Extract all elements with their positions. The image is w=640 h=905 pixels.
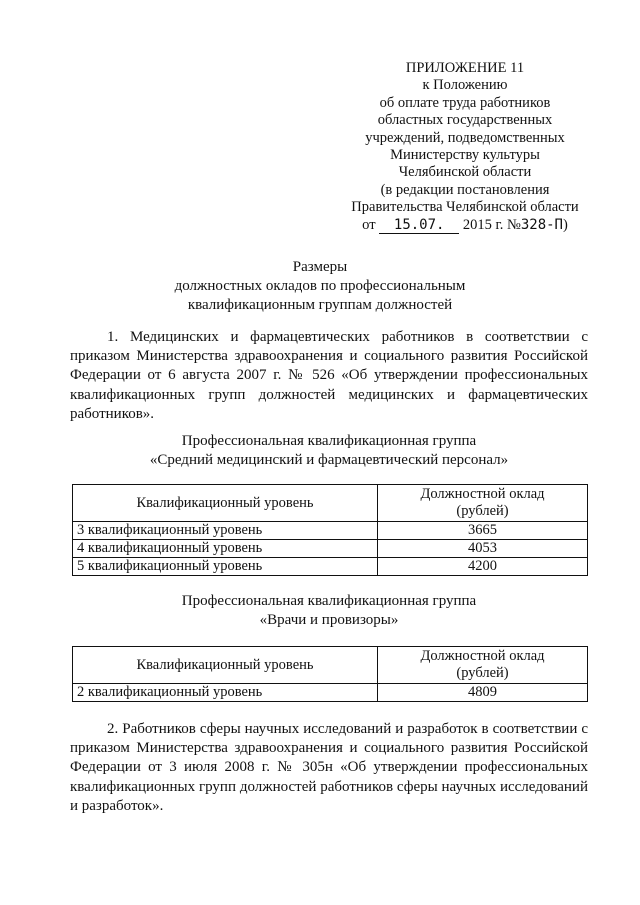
handwritten-number: 328-П	[520, 216, 563, 233]
row-level: 3 квалификационный уровень	[73, 522, 378, 540]
table-row	[73, 558, 588, 576]
row-salary: 3665	[378, 522, 588, 540]
table-row	[73, 540, 588, 558]
appendix-line: Челябинской области	[398, 164, 532, 181]
group-title-line: «Средний медицинский и фармацевтический персонал»	[149, 452, 509, 468]
appendix-line: (в редакции постановления	[380, 181, 550, 198]
document-title	[120, 258, 520, 315]
row-level: 5 квалификационный уровень	[73, 558, 378, 576]
row-level: 2 квалификационный уровень	[73, 684, 378, 702]
appendix-line: ПРИЛОЖЕНИЕ 11	[405, 60, 525, 76]
handwritten-date: 15.07.	[379, 218, 459, 234]
section-1-paragraph: 1. Медицинских и фармацевтических работников в соответствии с приказом Министерства здравоохранения и социального развития Российской Федерации от 6 августа 2007 г. № 526 «Об утверждении профессиональных квалификационных групп должностей медицинских и фармацевтических работников».	[70, 329, 588, 422]
header-level: Квалификационный уровень	[73, 647, 378, 684]
closing-paren: )	[563, 216, 568, 233]
header-salary-line1: Должностной оклад	[420, 648, 545, 664]
group-title-line: Профессиональная квалификационная группа	[181, 593, 477, 609]
table-row	[73, 684, 588, 702]
appendix-line: учреждений, подведомственных	[365, 129, 565, 146]
header-salary	[378, 485, 588, 522]
title-line: должностных окладов по профессиональным	[174, 278, 466, 294]
group-2-salary-table	[72, 646, 588, 702]
group-2-title	[70, 592, 588, 630]
section-2-paragraph: 2. Работников сферы научных исследований и разработок в соответствии с приказом Министерства здравоохранения и социального развития Российской Федерации от 3 июля 2008 г. № 305н «Об утверждении профессиональных квалификационных групп должностей работников сферы научных исследований и разработок».	[70, 721, 588, 814]
appendix-line: Правительства Челябинской области	[351, 199, 579, 216]
header-salary	[378, 647, 588, 684]
table-header-row	[73, 485, 588, 522]
group-1-title	[70, 432, 588, 470]
date-prefix: от	[362, 216, 376, 233]
row-salary: 4809	[378, 684, 588, 702]
appendix-line: областных государственных	[377, 112, 553, 129]
title-line: квалификационным группам должностей	[187, 297, 453, 313]
appendix-line: к Положению	[422, 77, 508, 94]
date-year: 2015 г. №	[462, 216, 521, 233]
table-row	[73, 522, 588, 540]
header-salary-line1: Должностной оклад	[420, 486, 545, 502]
row-level: 4 квалификационный уровень	[73, 540, 378, 558]
row-salary: 4053	[378, 540, 588, 558]
group-1-salary-table	[72, 484, 588, 576]
row-salary: 4200	[378, 558, 588, 576]
appendix-date-line	[340, 217, 590, 234]
group-title-line: «Врачи и провизоры»	[259, 612, 399, 628]
group-title-line: Профессиональная квалификационная группа	[181, 433, 477, 449]
appendix-line: об оплате труда работников	[379, 94, 551, 111]
appendix-header	[340, 60, 590, 234]
appendix-line: Министерству культуры	[390, 147, 540, 164]
table-header-row	[73, 647, 588, 684]
title-line: Размеры	[292, 259, 348, 275]
header-salary-line2: (рублей)	[456, 503, 509, 519]
header-salary-line2: (рублей)	[456, 665, 509, 681]
header-level: Квалификационный уровень	[73, 485, 378, 522]
